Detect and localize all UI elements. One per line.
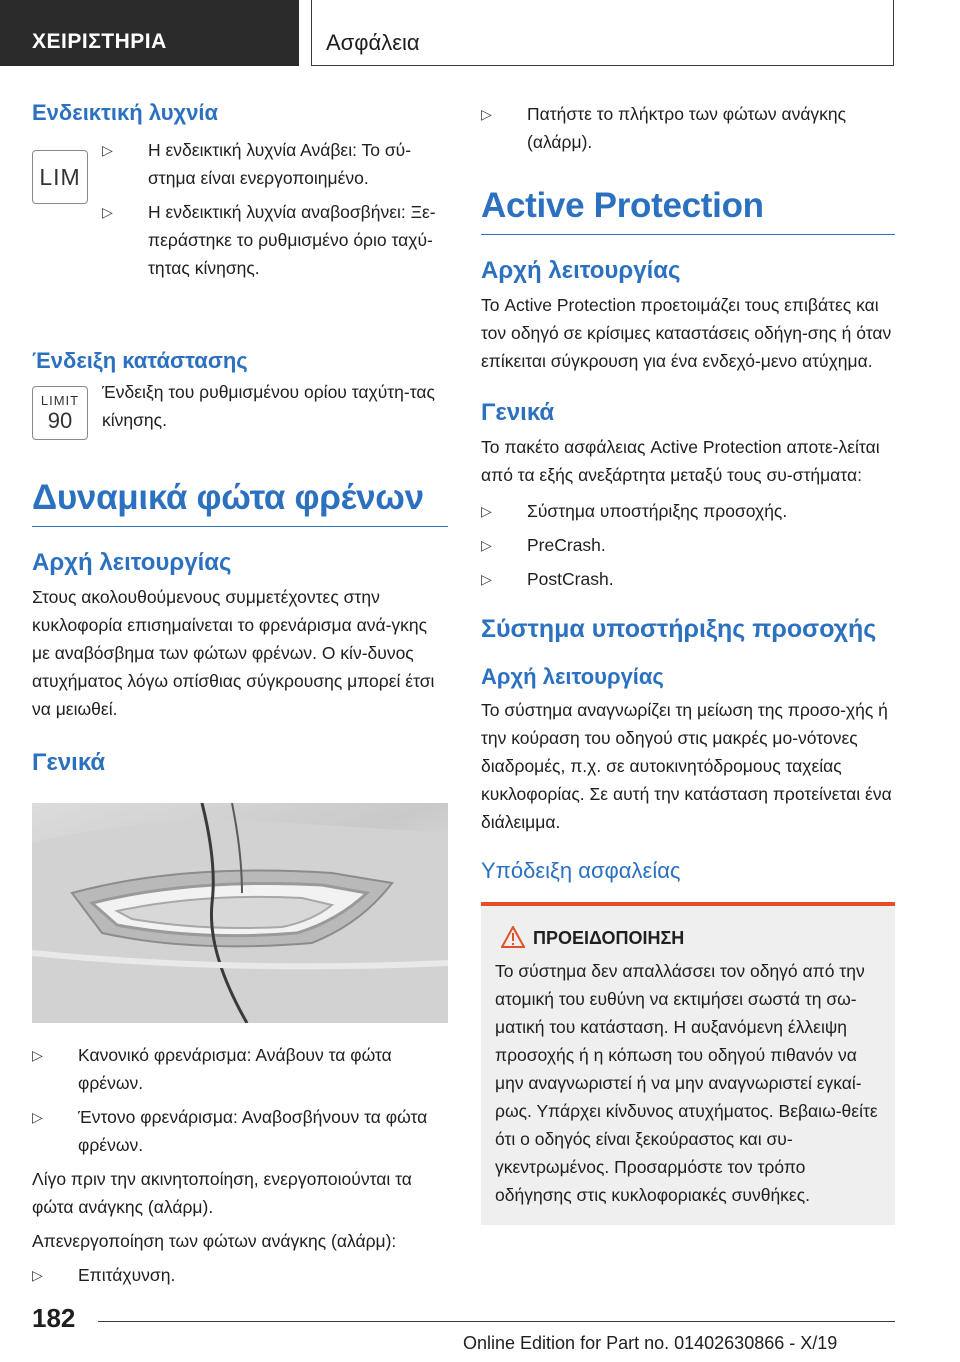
ap-general-heading: Γενικά <box>481 399 555 426</box>
warning-title: ΠΡΟΕΙΔΟΠΟΙΗΣΗ <box>495 928 885 949</box>
ap-principle-heading: Αρχή λειτουργίας <box>481 257 681 284</box>
triangle-bullet-icon: ▷ <box>32 1109 43 1125</box>
triangle-bullet-icon: ▷ <box>481 106 492 122</box>
section-tab[interactable]: Ασφάλεια <box>311 0 894 66</box>
triangle-bullet-icon: ▷ <box>102 204 113 220</box>
tail-light-illustration <box>32 803 448 1023</box>
general-heading: Γενικά <box>32 749 106 776</box>
manual-tab[interactable]: ΧΕΙΡΙΣΤΗΡΙΑ <box>0 0 299 66</box>
triangle-bullet-icon: ▷ <box>481 503 492 519</box>
principle-heading: Αρχή λειτουργίας <box>32 549 232 576</box>
edition-text: Online Edition for Part no. 01402630866 - X/19 <box>463 1333 838 1353</box>
indicator-heading: Ενδεικτική λυχνία <box>32 100 219 125</box>
lim-indicator-icon: LIM <box>32 150 88 204</box>
triangle-bullet-icon: ▷ <box>102 142 113 158</box>
active-protection-heading: Active Protection <box>481 186 895 235</box>
speed-limit-icon: LIMIT 90 <box>32 386 88 440</box>
status-block <box>32 384 448 448</box>
deactivate-text: Απενεργοποίηση των φώτων ανάγκης (αλάρμ): <box>32 1231 397 1251</box>
status-text: Ένδειξη του ρυθμισμένου ορίου ταχύτη-τας κίνησης. <box>102 382 435 430</box>
list-item: ▷ Πατήστε το πλήκτρο των φώτων ανάγκης (αλάρμ). <box>481 100 895 156</box>
list-item: ▷ Η ενδεικτική λυχνία αναβοσβήνει: Ξε-περάστηκε το ρυθμισμένο όριο ταχύ-τητας κίνησης. <box>102 198 448 282</box>
page-header <box>0 0 960 66</box>
triangle-bullet-icon: ▷ <box>32 1267 43 1283</box>
status-heading: Ένδειξη κατάστασης <box>32 348 248 373</box>
list-item: ▷ Η ενδεικτική λυχνία Ανάβει: Το σύ-στημα είναι ενεργοποιημένο. <box>102 136 448 192</box>
warning-text: Το σύστημα δεν απαλλάσσει τον οδηγό από την ατομική του ευθύνη να εκτιμήσει σωστά τη σω-ματική του κατάσταση. Η αυξανόμενη έλλειψη προσοχής ή η κόπωση του οδηγού πιθανόν να μην αναγνωριστεί ή να μην αναγνωριστεί εγκαί-ρως. Υπάρχει κίνδυνος ατυχήματος. Βεβαιω-θείτε ότι ο οδηγός είναι ξεκούραστος και συ-γκεντρωμένος. Προσαρμόστε τον τρόπο οδήγησης στις κυκλοφοριακές συνθήκες. <box>495 961 878 1205</box>
triangle-bullet-icon: ▷ <box>32 1047 43 1063</box>
dynamic-brake-heading: Δυναμικά φώτα φρένων <box>32 478 448 527</box>
left-column <box>32 100 448 1295</box>
list-item: ▷ Κανονικό φρενάρισμα: Ανάβουν τα φώτα φρένων. <box>32 1041 448 1097</box>
triangle-bullet-icon: ▷ <box>481 571 492 587</box>
list-item: ▷ PreCrash. <box>481 531 895 559</box>
warning-triangle-icon <box>501 926 525 953</box>
indicator-block <box>32 136 448 296</box>
right-column <box>481 100 895 1225</box>
principle-text: Στους ακολουθούμενους συμμετέχοντες στην κυκλοφορία επισημαίνεται το φρενάρισμα ανά-γκης με αναβόσβημα των φώτων φρένων. Ο κίν-δυνος ατυχήματος λόγω οπίσθιας σύγκρουσης μπορεί έτσι να μειωθεί. <box>32 587 435 719</box>
footer-divider <box>98 1321 895 1322</box>
warning-box <box>481 902 895 1225</box>
triangle-bullet-icon: ▷ <box>481 537 492 553</box>
ap-general-text: Το πακέτο ασφάλειας Active Protection αποτε-λείται από τα εξής ανεξάρτητα μεταξύ τους συ-στήματα: <box>481 437 880 485</box>
safety-heading: Υπόδειξη ασφαλείας <box>481 858 681 883</box>
page-number: 182 <box>32 1303 76 1333</box>
attention-heading: Σύστημα υποστήριξης προσοχής <box>481 615 877 643</box>
list-item: ▷ Σύστημα υποστήριξης προσοχής. <box>481 497 895 525</box>
attention-principle-heading: Αρχή λειτουργίας <box>481 664 664 689</box>
brake-light-image <box>32 803 448 1023</box>
hazard-text: Λίγο πριν την ακινητοποίηση, ενεργοποιούνται τα φώτα ανάγκης (αλάρμ). <box>32 1169 412 1217</box>
list-item: ▷ PostCrash. <box>481 565 895 593</box>
ap-principle-text: Το Active Protection προετοιμάζει τους επιβάτες και τον οδηγό σε κρίσιμες καταστάσεις οδήγη-σης ή όταν επίκειται σύγκρουση για ένα ενδεχό-μενο ατύχημα. <box>481 295 892 371</box>
list-item: ▷ Έντονο φρενάρισμα: Αναβοσβήνουν τα φώτα φρένων. <box>32 1103 448 1159</box>
attention-text: Το σύστημα αναγνωρίζει τη μείωση της προσο-χής ή την κούραση του οδηγού στις μακρές μο-νότονες διαδρομές, π.χ. σε αυτοκινητόδρομους ταχείας κυκλοφορίας. Σε αυτή την κατάσταση προτείνεται ένα διάλειμμα. <box>481 700 892 832</box>
list-item: ▷ Επιτάχυνση. <box>32 1261 448 1289</box>
